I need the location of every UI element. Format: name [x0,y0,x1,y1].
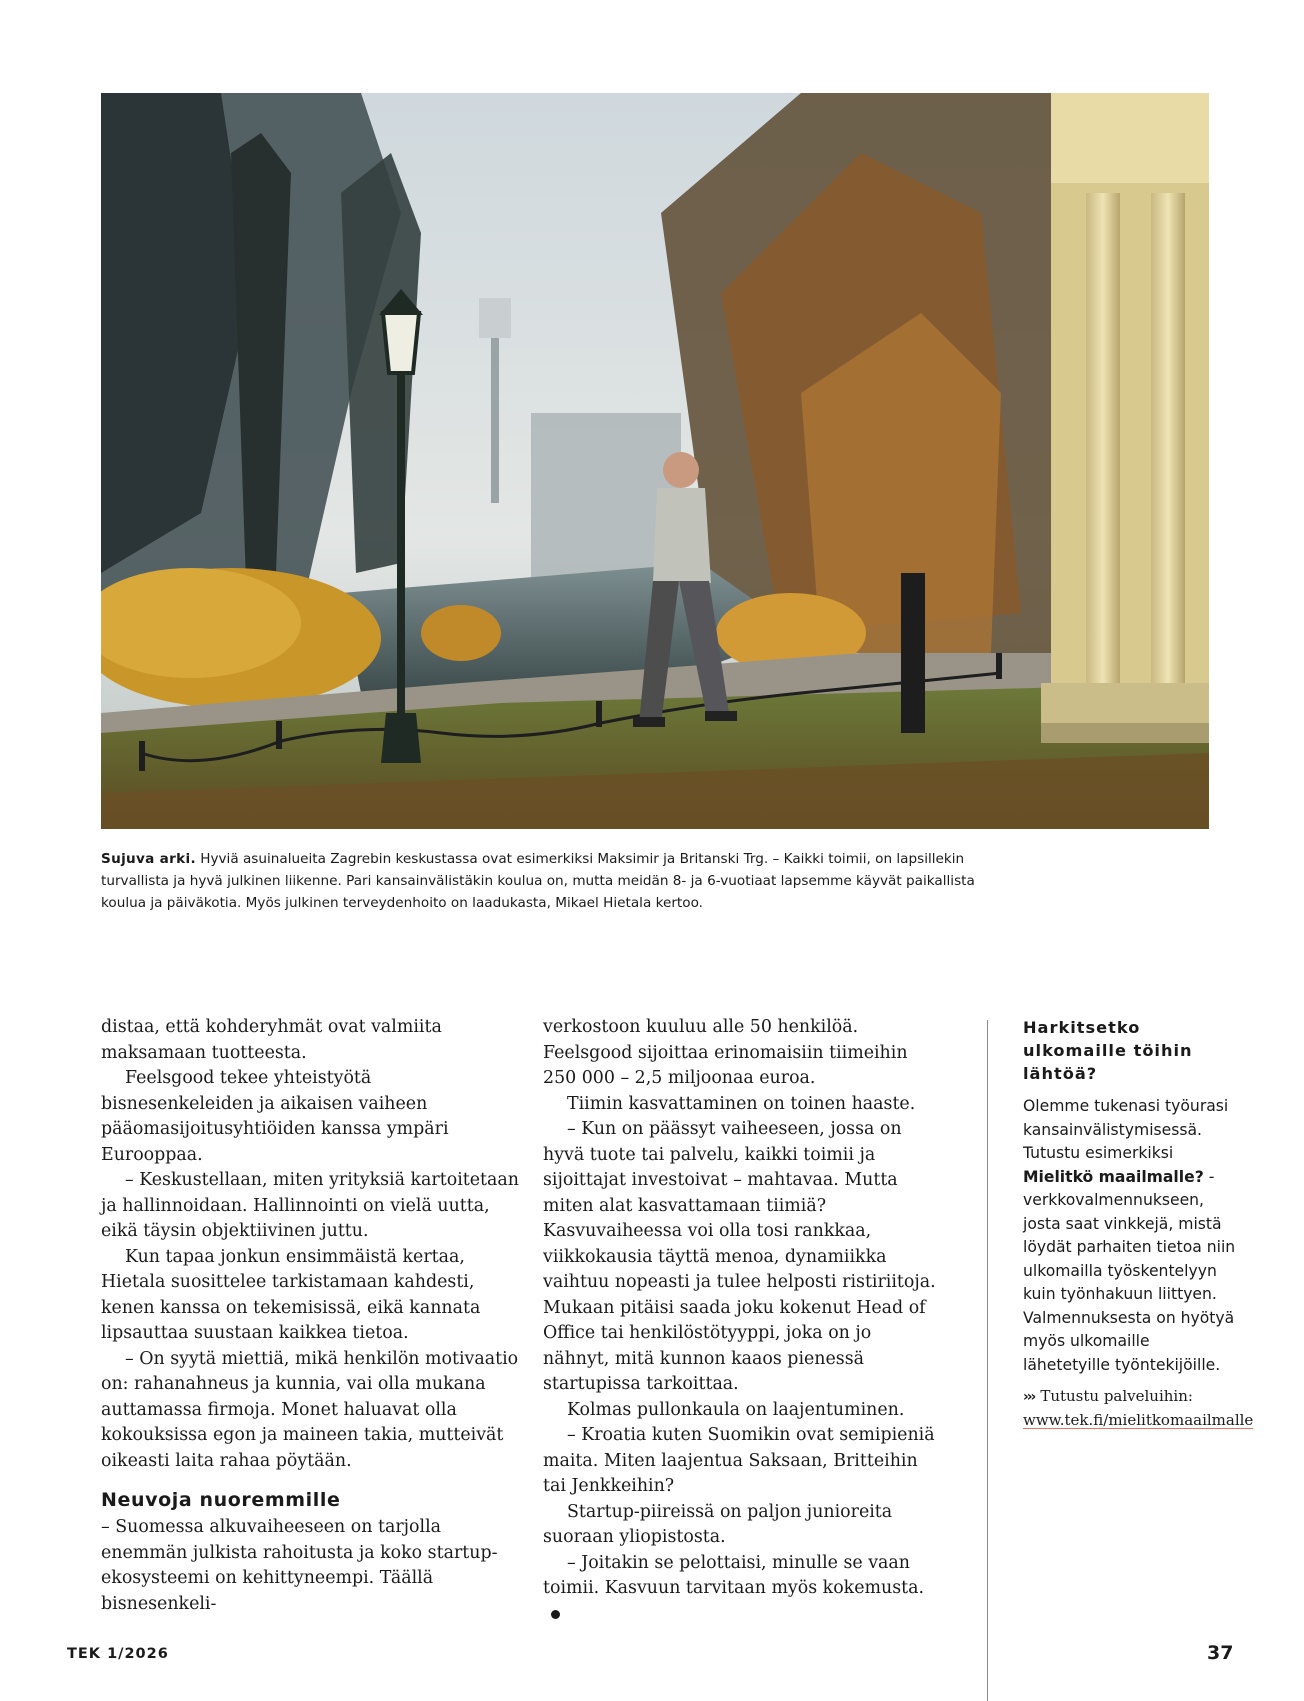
paragraph: – On syytä miettiä, mikä henkilön motivaatio on: rahanahneus ja kunnia, vai olla mukana auttamassa firmoja. Monet haluavat olla kokouksissa egon ja maineen takia, mutteivät oikeasti laita rahaa pöytään. [101,1348,519,1471]
sidebar-course-name: Mielitkö maailmalle? [1023,1167,1204,1186]
sidebar-link-block [1023,1385,1254,1431]
paragraph: Kolmas pullonkaula on laajentuminen. [567,1399,905,1420]
sidebar-body-pre: Olemme tukenasi työurasi kansainvälistymisessä. Tutustu esimerkiksi [1023,1097,1229,1162]
sidebar-body-post: -verkkovalmennukseen, josta saat vinkkejä, mistä löydät parhaiten tietoa niin ulkomailla työskentelyyn kuin työnhakuun liittyen. Valmennuksesta on hyötyä myös ulkomaille lähetetyille työntekijöille. [1023,1167,1236,1374]
paragraph-text: – Joitakin se pelottaisi, minulle se vaan toimii. Kasvuun tarvitaan myös kokemusta. [543,1552,925,1598]
photo-caption [101,848,981,914]
article-column-1 [101,1015,519,1617]
sidebar-body [1023,1095,1238,1377]
paragraph: verkostoon kuuluu alle 50 henkilöä. Feelsgood sijoittaa erinomaisiin tiimeihin 250 000 – 2,5 miljoonaa euroa. [543,1017,908,1088]
final-paragraph [543,1551,938,1628]
paragraph: – Kun on päässyt vaiheeseen, jossa on hyvä tuote tai palvelu, kaikki toimii ja sijoittajat investoivat – mahtavaa. Mutta miten alat kasvattamaan tiimiä? Kasvuvaiheessa voi olla tosi rankkaa, viikkokausia täyttä menoa, dynamiikka vaihtuu nopeasti ja tulee helposti ristiriitoja. Mukaan pitäisi saada joku kokenut Head of Office tai henkilöstötyyppi, joka on jo nähnyt, mitä kunnon kaaos pienessä startupissa tarkoittaa. [543,1119,936,1394]
paragraph: Kun tapaa jonkun ensimmäistä kertaa, Hietala suosittelee tarkistamaan kahdesti, kenen kanssa on tekemisissä, eikä kannata lipsauttaa suustaan kaikkea tietoa. [101,1246,481,1343]
park-scene-illustration [101,93,1209,829]
magazine-issue: TEK 1/2026 [67,1646,169,1662]
sidebar-link-label: Tutustu palveluihin: [1040,1387,1193,1405]
article-column-2 [543,1015,938,1627]
paragraph: Startup-piireissä on paljon junioreita suoraan yliopistosta. [543,1501,893,1547]
page-number: 37 [1207,1642,1234,1664]
column-divider [987,1020,988,1701]
sidebar-title: Harkitsetko ulkomaille töihin lähtöä? [1023,1018,1193,1083]
article-photo [101,93,1209,829]
paragraph: Tiimin kasvattaminen on toinen haaste. [567,1093,916,1114]
paragraph: – Suomessa alkuvaiheeseen on tarjolla enemmän julkista rahoitusta ja koko startup-ekosysteemi on kehittyneempi. Täällä bisnesenkeli- [101,1517,498,1614]
paragraph: Feelsgood tekee yhteistyötä bisnesenkeleiden ja aikaisen vaiheen pääomasijoitusyhtiöiden kanssa ympäri Eurooppaa. [101,1068,449,1165]
caption-text: Hyviä asuinalueita Zagrebin keskustassa ovat esimerkiksi Maksimir ja Britanski Trg. – Kaikki toimii, on lapsillekin turvallista ja hyvä julkinen liikenne. Pari kansainvälistäkin koulua on, mutta meidän 8- ja 6-vuotiaat lapsemme käyvät paikallista koulua ja päiväkotia. Myös julkinen terveydenhoito on laadukasta, Mikael Hietala kertoo. [101,851,975,911]
subheading: Neuvoja nuoremmille [101,1489,341,1511]
caption-lead: Sujuva arki. [101,851,196,867]
sidebar-box [1023,1016,1254,1431]
paragraph: – Keskustellaan, miten yrityksiä kartoitetaan ja hallinnoidaan. Hallinnointi on vielä uutta, eikä täysin objektiivinen juttu. [101,1170,519,1241]
end-mark-icon [551,1610,560,1619]
triple-chevron-icon: ››› [1023,1389,1035,1405]
sidebar-link-url[interactable]: www.tek.fi/mielitkomaailmalle [1023,1410,1254,1429]
paragraph: distaa, että kohderyhmät ovat valmiita maksamaan tuotteesta. [101,1017,442,1063]
paragraph: – Kroatia kuten Suomikin ovat semipieniä maita. Miten laajentua Saksaan, Britteihin tai Jenkkeihin? [543,1425,935,1496]
